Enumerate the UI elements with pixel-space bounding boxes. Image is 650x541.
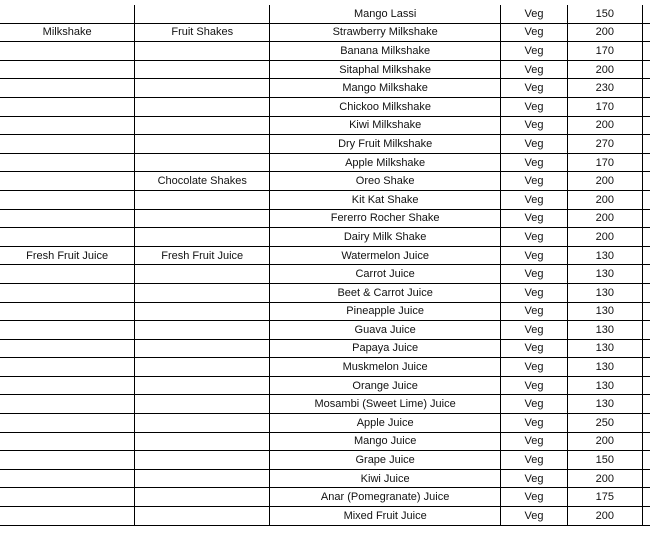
category-cell <box>0 283 135 302</box>
item-name-cell: Kiwi Juice <box>270 469 501 488</box>
price-cell: 170 <box>567 153 642 172</box>
table-row <box>0 246 650 265</box>
table-row <box>0 60 650 79</box>
item-name-cell: Oreo Shake <box>270 172 501 191</box>
item-name-cell: Mango Juice <box>270 432 501 451</box>
price-cell: 200 <box>567 23 642 42</box>
table-row <box>0 228 650 247</box>
subcategory-cell <box>135 358 270 377</box>
subcategory-cell <box>135 42 270 61</box>
category-cell: Milkshake <box>0 23 135 42</box>
category-cell <box>0 209 135 228</box>
category-cell <box>0 302 135 321</box>
trailing-cell <box>642 116 650 135</box>
item-name-cell: Pineapple Juice <box>270 302 501 321</box>
trailing-cell <box>642 358 650 377</box>
food-type-cell: Veg <box>501 209 568 228</box>
trailing-cell <box>642 321 650 340</box>
item-name-cell: Muskmelon Juice <box>270 358 501 377</box>
table-row <box>0 451 650 470</box>
table-row <box>0 209 650 228</box>
item-name-cell: Banana Milkshake <box>270 42 501 61</box>
subcategory-cell <box>135 451 270 470</box>
trailing-cell <box>642 97 650 116</box>
price-cell: 130 <box>567 246 642 265</box>
food-type-cell: Veg <box>501 42 568 61</box>
category-cell <box>0 116 135 135</box>
price-cell: 200 <box>567 209 642 228</box>
table-row <box>0 321 650 340</box>
category-cell <box>0 321 135 340</box>
price-cell: 200 <box>567 469 642 488</box>
category-cell <box>0 376 135 395</box>
category-cell <box>0 60 135 79</box>
category-cell <box>0 5 135 23</box>
table-row <box>0 488 650 507</box>
category-cell <box>0 190 135 209</box>
item-name-cell: Carrot Juice <box>270 265 501 284</box>
price-cell: 200 <box>567 432 642 451</box>
table-row <box>0 432 650 451</box>
food-type-cell: Veg <box>501 190 568 209</box>
price-cell: 200 <box>567 172 642 191</box>
subcategory-cell <box>135 488 270 507</box>
price-cell: 130 <box>567 358 642 377</box>
price-cell: 130 <box>567 265 642 284</box>
table-row <box>0 358 650 377</box>
subcategory-cell <box>135 153 270 172</box>
subcategory-cell <box>135 5 270 23</box>
table-row <box>0 395 650 414</box>
food-type-cell: Veg <box>501 302 568 321</box>
price-cell: 130 <box>567 376 642 395</box>
category-cell <box>0 97 135 116</box>
trailing-cell <box>642 228 650 247</box>
item-name-cell: Watermelon Juice <box>270 246 501 265</box>
trailing-cell <box>642 376 650 395</box>
food-type-cell: Veg <box>501 395 568 414</box>
table-row <box>0 153 650 172</box>
price-cell: 230 <box>567 79 642 98</box>
table-row <box>0 116 650 135</box>
price-cell: 150 <box>567 5 642 23</box>
table-row <box>0 302 650 321</box>
category-cell <box>0 135 135 154</box>
item-name-cell: Beet & Carrot Juice <box>270 283 501 302</box>
item-name-cell: Mosambi (Sweet Lime) Juice <box>270 395 501 414</box>
food-type-cell: Veg <box>501 153 568 172</box>
price-cell: 200 <box>567 507 642 526</box>
trailing-cell <box>642 432 650 451</box>
subcategory-cell: Fresh Fruit Juice <box>135 246 270 265</box>
price-cell: 270 <box>567 135 642 154</box>
item-name-cell: Grape Juice <box>270 451 501 470</box>
trailing-cell <box>642 23 650 42</box>
category-cell <box>0 228 135 247</box>
price-cell: 170 <box>567 42 642 61</box>
category-cell <box>0 451 135 470</box>
food-type-cell: Veg <box>501 451 568 470</box>
price-cell: 250 <box>567 414 642 433</box>
item-name-cell: Apple Juice <box>270 414 501 433</box>
trailing-cell <box>642 135 650 154</box>
food-type-cell: Veg <box>501 432 568 451</box>
food-type-cell: Veg <box>501 135 568 154</box>
subcategory-cell <box>135 228 270 247</box>
item-name-cell: Kiwi Milkshake <box>270 116 501 135</box>
item-name-cell: Papaya Juice <box>270 339 501 358</box>
price-cell: 130 <box>567 302 642 321</box>
item-name-cell: Apple Milkshake <box>270 153 501 172</box>
category-cell <box>0 414 135 433</box>
item-name-cell: Dry Fruit Milkshake <box>270 135 501 154</box>
table-row <box>0 5 650 23</box>
subcategory-cell <box>135 414 270 433</box>
trailing-cell <box>642 283 650 302</box>
table-row <box>0 135 650 154</box>
trailing-cell <box>642 5 650 23</box>
table-row <box>0 283 650 302</box>
category-cell <box>0 469 135 488</box>
item-name-cell: Orange Juice <box>270 376 501 395</box>
food-type-cell: Veg <box>501 414 568 433</box>
food-type-cell: Veg <box>501 283 568 302</box>
category-cell <box>0 172 135 191</box>
trailing-cell <box>642 414 650 433</box>
table-row <box>0 190 650 209</box>
subcategory-cell <box>135 339 270 358</box>
table-row <box>0 339 650 358</box>
table-row <box>0 414 650 433</box>
category-cell <box>0 265 135 284</box>
price-cell: 200 <box>567 190 642 209</box>
food-type-cell: Veg <box>501 116 568 135</box>
trailing-cell <box>642 246 650 265</box>
trailing-cell <box>642 265 650 284</box>
subcategory-cell <box>135 265 270 284</box>
category-cell <box>0 432 135 451</box>
category-cell: Fresh Fruit Juice <box>0 246 135 265</box>
item-name-cell: Mango Milkshake <box>270 79 501 98</box>
food-type-cell: Veg <box>501 79 568 98</box>
item-name-cell: Mango Lassi <box>270 5 501 23</box>
item-name-cell: Sitaphal Milkshake <box>270 60 501 79</box>
table-row <box>0 23 650 42</box>
subcategory-cell <box>135 60 270 79</box>
trailing-cell <box>642 339 650 358</box>
subcategory-cell <box>135 432 270 451</box>
food-type-cell: Veg <box>501 23 568 42</box>
table-row <box>0 469 650 488</box>
item-name-cell: Dairy Milk Shake <box>270 228 501 247</box>
subcategory-cell <box>135 283 270 302</box>
subcategory-cell <box>135 116 270 135</box>
item-name-cell: Strawberry Milkshake <box>270 23 501 42</box>
table-row <box>0 507 650 526</box>
trailing-cell <box>642 209 650 228</box>
item-name-cell: Mixed Fruit Juice <box>270 507 501 526</box>
price-cell: 200 <box>567 60 642 79</box>
trailing-cell <box>642 79 650 98</box>
food-type-cell: Veg <box>501 246 568 265</box>
trailing-cell <box>642 395 650 414</box>
item-name-cell: Guava Juice <box>270 321 501 340</box>
category-cell <box>0 395 135 414</box>
trailing-cell <box>642 42 650 61</box>
table-row <box>0 97 650 116</box>
trailing-cell <box>642 302 650 321</box>
item-name-cell: Kit Kat Shake <box>270 190 501 209</box>
category-cell <box>0 42 135 61</box>
subcategory-cell <box>135 190 270 209</box>
subcategory-cell <box>135 302 270 321</box>
food-type-cell: Veg <box>501 172 568 191</box>
trailing-cell <box>642 451 650 470</box>
food-type-cell: Veg <box>501 339 568 358</box>
food-type-cell: Veg <box>501 488 568 507</box>
item-name-cell: Chickoo Milkshake <box>270 97 501 116</box>
subcategory-cell <box>135 507 270 526</box>
food-type-cell: Veg <box>501 469 568 488</box>
trailing-cell <box>642 507 650 526</box>
food-type-cell: Veg <box>501 376 568 395</box>
subcategory-cell <box>135 321 270 340</box>
food-type-cell: Veg <box>501 321 568 340</box>
price-cell: 130 <box>567 395 642 414</box>
trailing-cell <box>642 60 650 79</box>
trailing-cell <box>642 488 650 507</box>
subcategory-cell <box>135 469 270 488</box>
trailing-cell <box>642 469 650 488</box>
category-cell <box>0 79 135 98</box>
subcategory-cell: Fruit Shakes <box>135 23 270 42</box>
food-type-cell: Veg <box>501 358 568 377</box>
trailing-cell <box>642 172 650 191</box>
category-cell <box>0 358 135 377</box>
menu-table <box>0 5 650 526</box>
price-cell: 130 <box>567 321 642 340</box>
subcategory-cell <box>135 376 270 395</box>
category-cell <box>0 153 135 172</box>
subcategory-cell: Chocolate Shakes <box>135 172 270 191</box>
category-cell <box>0 488 135 507</box>
table-row <box>0 172 650 191</box>
table-row <box>0 42 650 61</box>
food-type-cell: Veg <box>501 60 568 79</box>
price-cell: 200 <box>567 116 642 135</box>
table-row <box>0 265 650 284</box>
price-cell: 200 <box>567 228 642 247</box>
table-row <box>0 376 650 395</box>
food-type-cell: Veg <box>501 228 568 247</box>
subcategory-cell <box>135 135 270 154</box>
price-cell: 170 <box>567 97 642 116</box>
food-type-cell: Veg <box>501 97 568 116</box>
food-type-cell: Veg <box>501 265 568 284</box>
table-row <box>0 79 650 98</box>
category-cell <box>0 339 135 358</box>
subcategory-cell <box>135 395 270 414</box>
food-type-cell: Veg <box>501 5 568 23</box>
subcategory-cell <box>135 79 270 98</box>
price-cell: 150 <box>567 451 642 470</box>
price-cell: 175 <box>567 488 642 507</box>
item-name-cell: Anar (Pomegranate) Juice <box>270 488 501 507</box>
trailing-cell <box>642 153 650 172</box>
menu-table-body <box>0 5 650 525</box>
food-type-cell: Veg <box>501 507 568 526</box>
price-cell: 130 <box>567 283 642 302</box>
trailing-cell <box>642 190 650 209</box>
category-cell <box>0 507 135 526</box>
item-name-cell: Fererro Rocher Shake <box>270 209 501 228</box>
price-cell: 130 <box>567 339 642 358</box>
subcategory-cell <box>135 97 270 116</box>
subcategory-cell <box>135 209 270 228</box>
